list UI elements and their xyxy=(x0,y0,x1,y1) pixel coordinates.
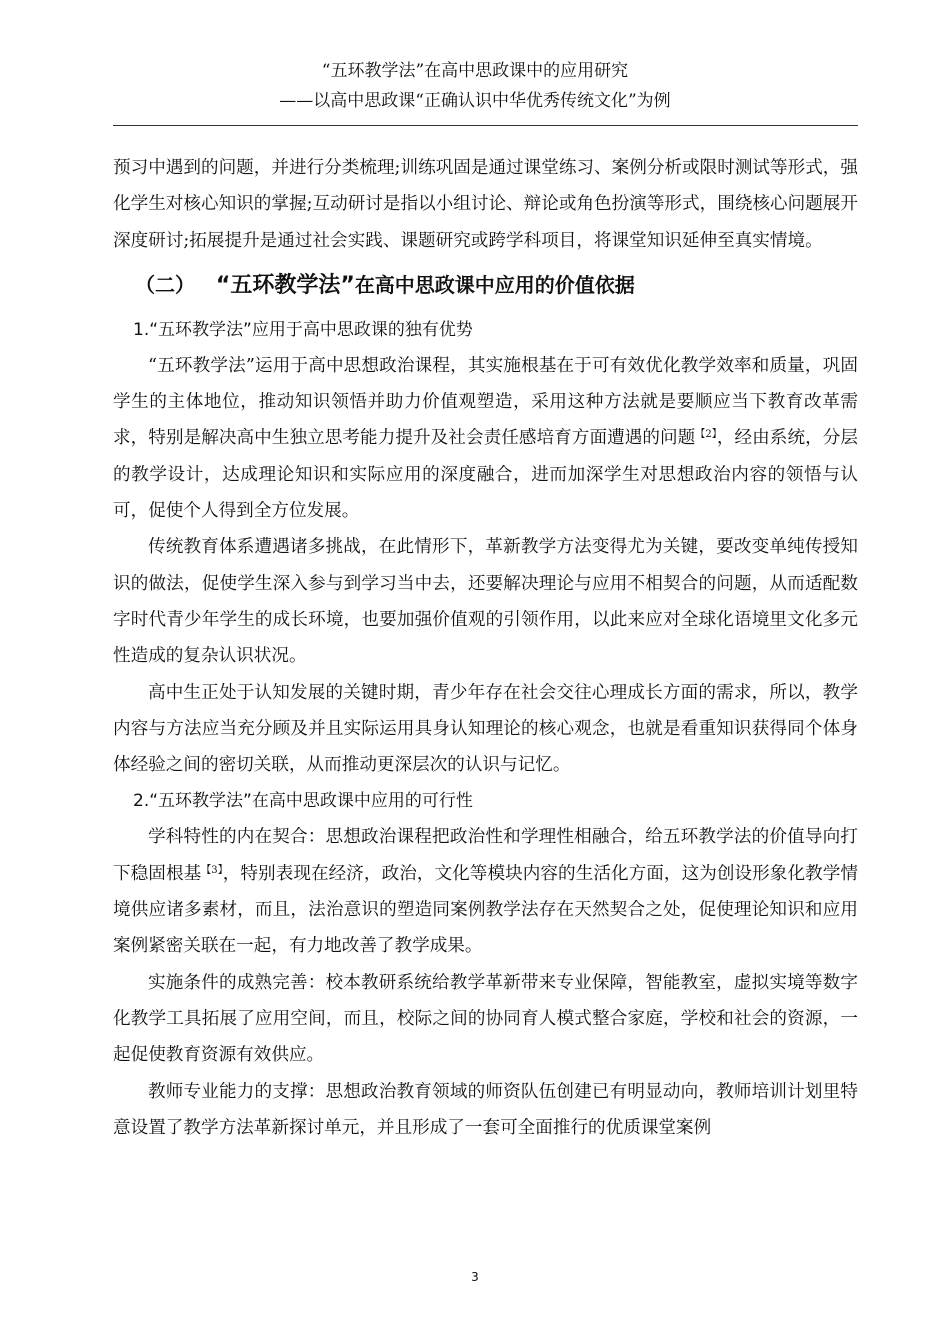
header-subtitle: ——以高中思政课“正确认识中华优秀传统文化”为例 xyxy=(279,91,671,111)
paragraph xyxy=(113,348,858,529)
section-heading xyxy=(113,263,858,308)
citation-marker: 【3】 xyxy=(201,864,223,876)
paragraph-text: ，经由系统，分层的教学设计，达成理论知识和实际应用的深度融合，进而加深学生对思想政治内容的领悟与认可，促使个人得到全方位发展。 xyxy=(113,428,858,522)
paragraph: 传统教育体系遭遇诸多挑战，在此情形下，革新教学方法变得尤为关键，要改变单纯传授知识的做法，促使学生深入参与到学习当中去，还要解决理论与应用不相契合的问题，从而适配数字时代青少年学生的成长环境，也要加强价值观的引领作用，以此来应对全球化语境里文化多元性造成的复杂认识状况。 xyxy=(113,537,858,667)
page-number: 3 xyxy=(471,1270,479,1284)
intro-paragraph: 预习中遇到的问题，并进行分类梳理;训练巩固是通过课堂练习、案例分析或限时测试等形式，强化学生对核心知识的掌握;互动研讨是指以小组讨论、辩论或角色扮演等形式，围绕核心问题展开深度研讨;拓展提升是通过社会实践、课题研究或跨学科项目，将课堂知识延伸至真实情境。 xyxy=(113,158,858,251)
paragraph: 实施条件的成熟完善：校本教研系统给教学革新带来专业保障，智能教室，虚拟实境等数字化教学工具拓展了应用空间，而且，校际之间的协同育人模式整合家庭，学校和社会的资源，一起促使教育资源有效供应。 xyxy=(113,972,858,1066)
body-text xyxy=(113,150,858,1146)
paragraph xyxy=(113,819,858,964)
header-title: “五环教学法”在高中思政课中的应用研究 xyxy=(321,61,629,81)
section-number: （二） xyxy=(135,272,195,297)
paragraph-text: ，特别表现在经济，政治，文化等模块内容的生活化方面，这为创设形象化教学情境供应诸多素材，而且，法治意识的塑造同案例教学法存在天然契合之处，促使理论知识和应用案例紧密关联在一起，有力地改善了教学成果。 xyxy=(113,863,858,957)
paragraph: 高中生正处于认知发展的关键时期，青少年存在社会交往心理成长方面的需求，所以，教学内容与方法应当充分顾及并且实际运用具身认知理论的核心观念，也就是看重知识获得同个体身体经验之间的密切关联，从而推动更深层次的认识与记忆。 xyxy=(113,682,858,776)
citation-marker: 【2】 xyxy=(695,429,717,441)
paragraph-text: “五环教学法”运用于高中思想政治课程，其实施根基在于可有效优化教学效率和质量，巩固学生的主体地位，推动知识领悟并助力价值观塑造，采用这种方法就是要顺应当下教育改革需求，特别是解决高中生独立思考能力提升及社会责任感培育方面遭遇的问题 xyxy=(113,355,858,449)
header-rule xyxy=(113,125,858,126)
subsection-heading-2: 2.“五环教学法”在高中思政课中应用的可行性 xyxy=(133,791,473,812)
subsection-heading-1: 1.“五环教学法”应用于高中思政课的独有优势 xyxy=(133,319,473,340)
section-quoted-term: “五环教学法” xyxy=(215,272,355,298)
running-header xyxy=(0,56,950,116)
section-heading-text: 在高中思政课中应用的价值依据 xyxy=(354,272,635,297)
paragraph-text: 学科特性的内在契合：思想政治课程把政治性和学理性相融合，给五环教学法的价值导向打下稳固根基 xyxy=(113,827,858,884)
paragraph: 教师专业能力的支撑：思想政治教育领域的师资队伍创建已有明显动向，教师培训计划里特意设置了教学方法革新探讨单元，并且形成了一套可全面推行的优质课堂案例 xyxy=(113,1081,858,1138)
